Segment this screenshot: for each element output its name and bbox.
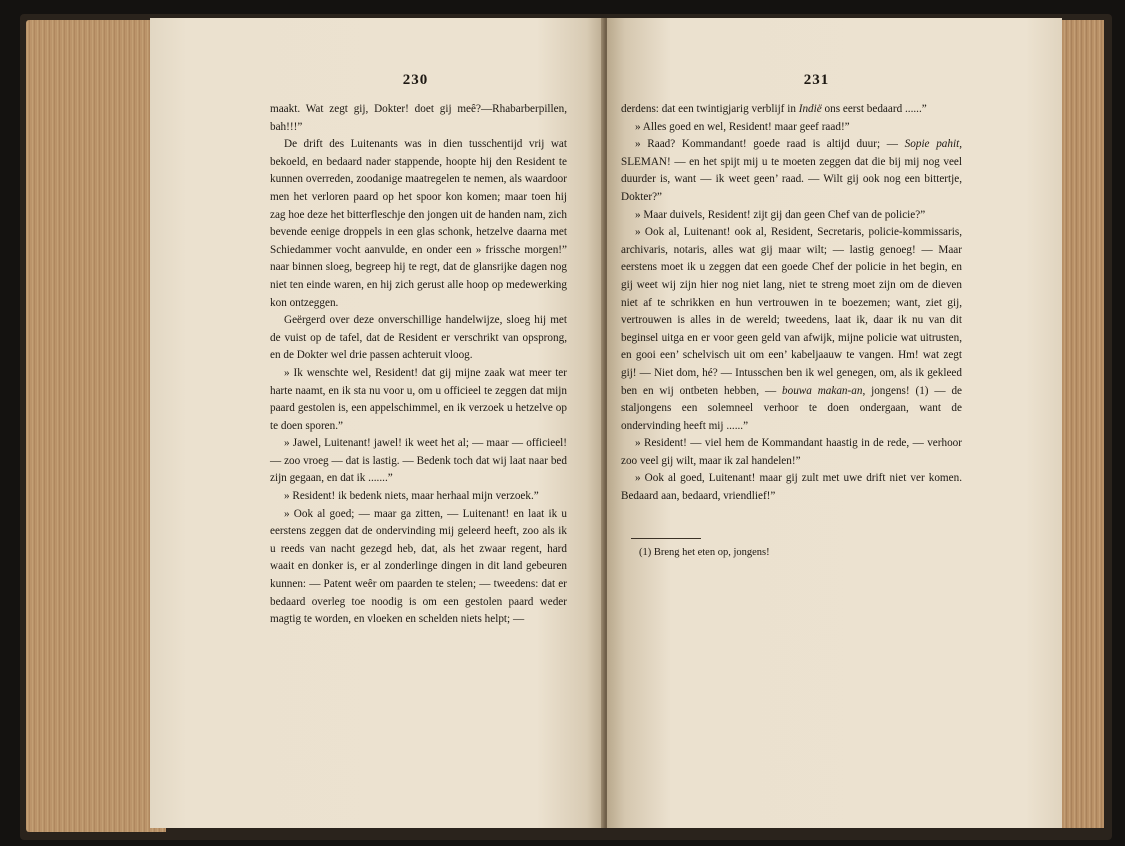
- left-page-text: [270, 101, 567, 629]
- paragraph: » Ik wenschte wel, Resident! dat gij mijne zaak wat meer ter harte naamt, en ik sta nu voor u, om u officieel te zeggen dat mijn paard gestolen is, een appelschimmel, en ik verzoek u hetzelve op te doen sporen.”: [270, 366, 567, 432]
- paragraph: maakt. Wat zegt gij, Dokter! doet gij meê?—Rhabarberpillen, bah!!!”: [270, 103, 567, 133]
- text-span: derdens: dat een twintigjarig verblijf in: [621, 103, 799, 115]
- italic-term: Indië: [798, 103, 822, 115]
- right-page: [607, 18, 1062, 828]
- paragraph: » Jawel, Luitenant! jawel! ik weet het al; — maar — officieel! — zoo vroeg — dat is lastig. — Bedenk toch dat wij laat naar bed zijn gegaan, en dat ik .......”: [270, 437, 567, 485]
- right-page-edges: [1058, 20, 1104, 828]
- paragraph: » Ook al goed; — maar ga zitten, — Luitenant! en laat ik u eerstens zeggen dat de ondervinding mij geleerd heeft, zoo als ik u reeds van nacht gezegd heb, dat, als het zwaar regent, hard waait en donker is, er al zonderlinge dingen in dit land gebeuren kunnen: — Patent weêr om paarden te stelen; — tweedens: dat er bedaard overleg toe noodig is om een gestolen paard weder magtig te worden, en vloeken en schelden niets helpt; —: [270, 507, 567, 626]
- paragraph: [621, 101, 962, 119]
- footnote-divider: [631, 538, 701, 539]
- left-page: [150, 18, 605, 828]
- paragraph: [621, 224, 962, 435]
- text-span: » Ook al, Luitenant! ook al, Resident, Secretaris, policie-kommissaris, archivaris, notaris, alles wat gij maar wilt; — lastig genoeg! — Maar eerstens moet ik u zeggen dat een goede Chef der policie in het begin, en gij weet wij zijn hier nog niet lang, niet te streng moet zijn om de dieven niet af te schrikken en hun vertrouwen in te boezemen; want, ziet gij, vertrouwen is alles in de wereld; tweedens, laat ik, daar ik nu van dit beginsel uitga en er voor geen geld van afwijk, mijne policie wat uitrusten, en gooi een’ schelvisch uit om een’ kabeljaauw te vangen. Hm! wat zegt gij! — Niet dom, hé? — Intusschen ben ik wel genegen, om, als ik gekleed ben en wij ontbeten hebben, —: [621, 226, 962, 397]
- text-span: ons eerst bedaard ......”: [821, 103, 927, 115]
- right-page-text: [621, 101, 962, 506]
- footnote: (1) Breng het eten op, jongens!: [639, 546, 770, 558]
- paragraph: Geërgerd over deze onverschillige handelwijze, sloeg hij met de vuist op de tafel, dat de Resident er verschrikt van opsprong, en de Dokter wel drie passen achteruit vloog.: [270, 314, 567, 362]
- paragraph: » Alles goed en wel, Resident! maar geef raad!”: [635, 120, 850, 133]
- italic-term: bouwa makan-an: [782, 384, 863, 397]
- text-span: , SLEMAN! — en het spijt mij u te moeten zeggen dat die bij mij nog veel duurder is, want — ik weet geen’ raad. — Wilt gij ook nog een bittertje, Dokter?”: [621, 138, 963, 203]
- paragraph: De drift des Luitenants was in dien tusschentijd vrij wat bekoeld, en bedaard nader stappende, hoopte hij den Resident te kunnen overreden, zoodanige maatregelen te nemen, als waardoor men het verloren paard op het spoor kon komen; maar toen hij zag hoe deze het bitterfleschje den jongen uit de handen nam, zich bevende eenige droppels in een glas schonk, hetzelve daarna met Schiedammer vocht aanvulde, en onder een » frissche morgen!” naar binnen sloeg, begreep hij te regt, dat de glansrijke dagen nog niet ten einde waren, en hij zich gerust alle hoop op medewerking kon ontzeggen.: [270, 138, 567, 309]
- paragraph: » Resident! — viel hem de Kommandant haastig in de rede, — verhoor zoo veel gij wilt, maar ik zal handelen!”: [621, 437, 962, 467]
- paragraph: [621, 136, 962, 206]
- italic-term: Sopie pahit: [904, 138, 960, 151]
- text-span: , jongens! (1) — de staljongens een solemneel verhoor te doen ondergaan, want de ondervinding heeft mij ......”: [621, 384, 962, 432]
- left-page-edges: [26, 20, 166, 832]
- left-page-number: 230: [402, 72, 429, 88]
- right-page-number: 231: [803, 72, 830, 88]
- paragraph: » Maar duivels, Resident! zijt gij dan geen Chef van de policie?”: [635, 208, 926, 221]
- paragraph: » Ook al goed, Luitenant! maar gij zult met uwe drift niet ver komen. Bedaard aan, bedaard, vriendlief!”: [621, 472, 962, 503]
- text-span: » Raad? Kommandant! goede raad is altijd duur; —: [635, 138, 905, 151]
- paragraph: » Resident! ik bedenk niets, maar herhaal mijn verzoek.”: [284, 490, 539, 503]
